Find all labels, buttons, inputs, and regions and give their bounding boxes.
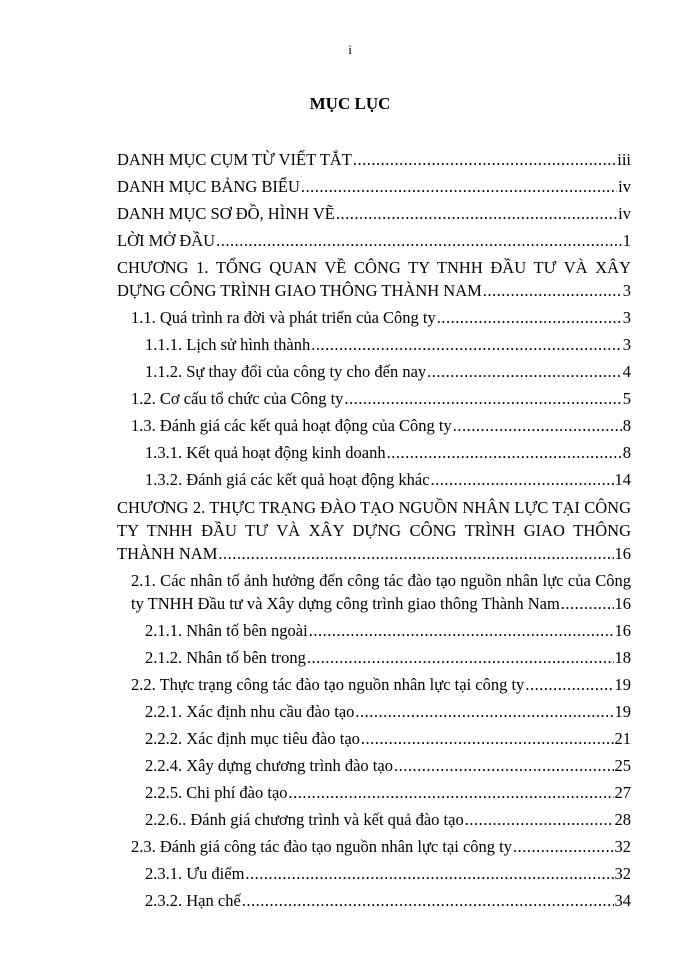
dot-leader (453, 414, 622, 438)
toc-page-number: 4 (622, 362, 631, 381)
toc-page-number: 1 (622, 231, 631, 250)
toc-entry-line: CHƯƠNG 2. THỰC TRẠNG ĐÀO TẠO NGUỒN NHÂN LỰC TẠI CÔNG (117, 498, 631, 517)
toc-page-number: 21 (614, 729, 631, 748)
toc-entry-label: 2.2.5. Chi phí đào tạo (145, 783, 288, 802)
toc-entry[interactable] (117, 700, 631, 724)
dot-leader (561, 592, 614, 616)
toc-entry-label: DANH MỤC CỤM TỪ VIẾT TẮT (117, 150, 352, 169)
dot-leader (344, 387, 621, 411)
toc-entry[interactable] (117, 754, 631, 778)
toc-entry[interactable] (117, 333, 631, 357)
toc-page-number: iii (617, 150, 631, 169)
toc-entry-label: 1.1.1. Lịch sử hình thành (145, 335, 311, 354)
toc-entry-label: DỰNG CÔNG TRÌNH GIAO THÔNG THÀNH NAM (117, 281, 482, 300)
toc-entry[interactable] (117, 889, 631, 913)
toc-entry-label: 2.3.1. Ưu điểm (145, 864, 245, 883)
toc-page-number: 19 (614, 675, 631, 694)
dot-leader (387, 441, 622, 465)
toc-entry[interactable] (117, 387, 631, 411)
toc-page-number: 3 (622, 335, 631, 354)
toc-page-number: 19 (614, 702, 631, 721)
dot-leader (336, 202, 617, 226)
toc-entry-label: 1.3.2. Đánh giá các kết quả hoạt động khác (145, 470, 430, 489)
toc-entry-label: ty TNHH Đầu tư và Xây dựng công trình giao thông Thành Nam (131, 594, 560, 613)
dot-leader (216, 229, 622, 253)
dot-leader (483, 279, 622, 303)
toc-entry-label: 1.1. Quá trình ra đời và phát triển của Công ty (131, 308, 436, 327)
toc-entry-label: 2.1.2. Nhân tố bên trong (145, 648, 306, 667)
toc-page-number: iv (618, 204, 631, 223)
dot-leader (437, 306, 622, 330)
toc-entry-label: 2.3. Đánh giá công tác đào tạo nguồn nhân lực tại công ty (131, 837, 513, 856)
toc-entry-label: DANH MỤC BẢNG BIỂU (117, 177, 300, 196)
toc-entry-label: 1.3.1. Kết quả hoạt động kinh doanh (145, 443, 386, 462)
toc-entry-label: 2.2.4. Xây dựng chương trình đào tạo (145, 756, 393, 775)
toc-entry[interactable] (117, 646, 631, 670)
dot-leader (427, 360, 622, 384)
toc-entry-label: 2.2.6.. Đánh giá chương trình và kết quả đào tạo (145, 810, 464, 829)
toc-entry[interactable] (117, 148, 631, 172)
toc-entry-line: CHƯƠNG 1. TỔNG QUAN VỀ CÔNG TY TNHH ĐẦU TƯ VÀ XÂY (117, 258, 631, 277)
dot-leader (309, 619, 614, 643)
toc-page-number: iv (618, 177, 631, 196)
toc-entry[interactable] (117, 414, 631, 438)
toc-entry-label: 1.2. Cơ cấu tổ chức của Công ty (131, 389, 344, 408)
toc-entry[interactable] (117, 468, 631, 492)
toc-entry-label: 1.1.2. Sự thay đổi của công ty cho đến nay (145, 362, 427, 381)
toc-entry-label: 2.2.1. Xác định nhu cầu đào tạo (145, 702, 355, 721)
toc-entry-label: THÀNH NAM (117, 544, 218, 563)
toc-entry[interactable] (117, 727, 631, 751)
toc-page-number: 28 (614, 810, 631, 829)
toc-page-number: 32 (614, 864, 631, 883)
toc-entry-label: DANH MỤC SƠ ĐỒ, HÌNH VẼ (117, 204, 335, 223)
dot-leader (289, 781, 614, 805)
toc-entry[interactable] (117, 306, 631, 330)
toc-entry-label: 1.3. Đánh giá các kết quả hoạt động của Công ty (131, 416, 452, 435)
toc-page-number: 3 (622, 308, 631, 327)
table-of-contents (117, 148, 631, 913)
toc-page-number: 32 (614, 837, 631, 856)
dot-leader (307, 646, 614, 670)
toc-page-number: 16 (614, 544, 631, 563)
toc-page-number: 16 (614, 594, 631, 613)
toc-page-number: 5 (622, 389, 631, 408)
dot-leader (355, 700, 613, 724)
toc-page-number: 16 (614, 621, 631, 640)
dot-leader (301, 175, 617, 199)
toc-page-number: 34 (614, 891, 631, 910)
toc-page-number: 3 (622, 281, 631, 300)
dot-leader (353, 148, 616, 172)
toc-page-number: 8 (622, 443, 631, 462)
toc-entry[interactable] (117, 175, 631, 199)
dot-leader (311, 333, 622, 357)
toc-entry-line: TY TNHH ĐẦU TƯ VÀ XÂY DỰNG CÔNG TRÌNH GIAO THÔNG (117, 521, 631, 540)
dot-leader (465, 808, 614, 832)
page-number: i (348, 42, 352, 57)
toc-entry[interactable] (117, 781, 631, 805)
toc-entry-line: 2.1. Các nhân tố ảnh hưởng đến công tác đào tạo nguồn nhân lực của Công (131, 571, 631, 590)
toc-entry[interactable] (117, 862, 631, 886)
toc-entry-label: 2.3.2. Hạn chế (145, 891, 241, 910)
toc-entry-label: 2.2. Thực trạng công tác đào tạo nguồn nhân lực tại công ty (131, 675, 525, 694)
toc-entry[interactable] (117, 808, 631, 832)
toc-entry-label: 2.1.1. Nhân tố bên ngoài (145, 621, 308, 640)
toc-entry[interactable] (117, 202, 631, 226)
toc-entry[interactable] (117, 835, 631, 859)
toc-entry[interactable] (117, 256, 631, 303)
dot-leader (245, 862, 613, 886)
dot-leader (218, 542, 613, 566)
dot-leader (525, 673, 613, 697)
toc-entry[interactable] (117, 569, 631, 616)
toc-entry[interactable] (117, 229, 631, 253)
toc-entry[interactable] (117, 673, 631, 697)
page-title: MỤC LỤC (309, 94, 391, 113)
dot-leader (394, 754, 614, 778)
toc-page-number: 8 (622, 416, 631, 435)
toc-page-number: 25 (614, 756, 631, 775)
dot-leader (242, 889, 614, 913)
toc-entry-label: 2.2.2. Xác định mục tiêu đào tạo (145, 729, 360, 748)
toc-entry[interactable] (117, 619, 631, 643)
toc-page-number: 27 (614, 783, 631, 802)
toc-page-number: 14 (614, 470, 631, 489)
dot-leader (513, 835, 613, 859)
toc-entry[interactable] (117, 496, 631, 566)
dot-leader (361, 727, 614, 751)
toc-entry[interactable] (117, 441, 631, 465)
toc-entry[interactable] (117, 360, 631, 384)
toc-page-number: 18 (614, 648, 631, 667)
dot-leader (431, 468, 614, 492)
toc-entry-label: LỜI MỞ ĐẦU (117, 231, 216, 250)
